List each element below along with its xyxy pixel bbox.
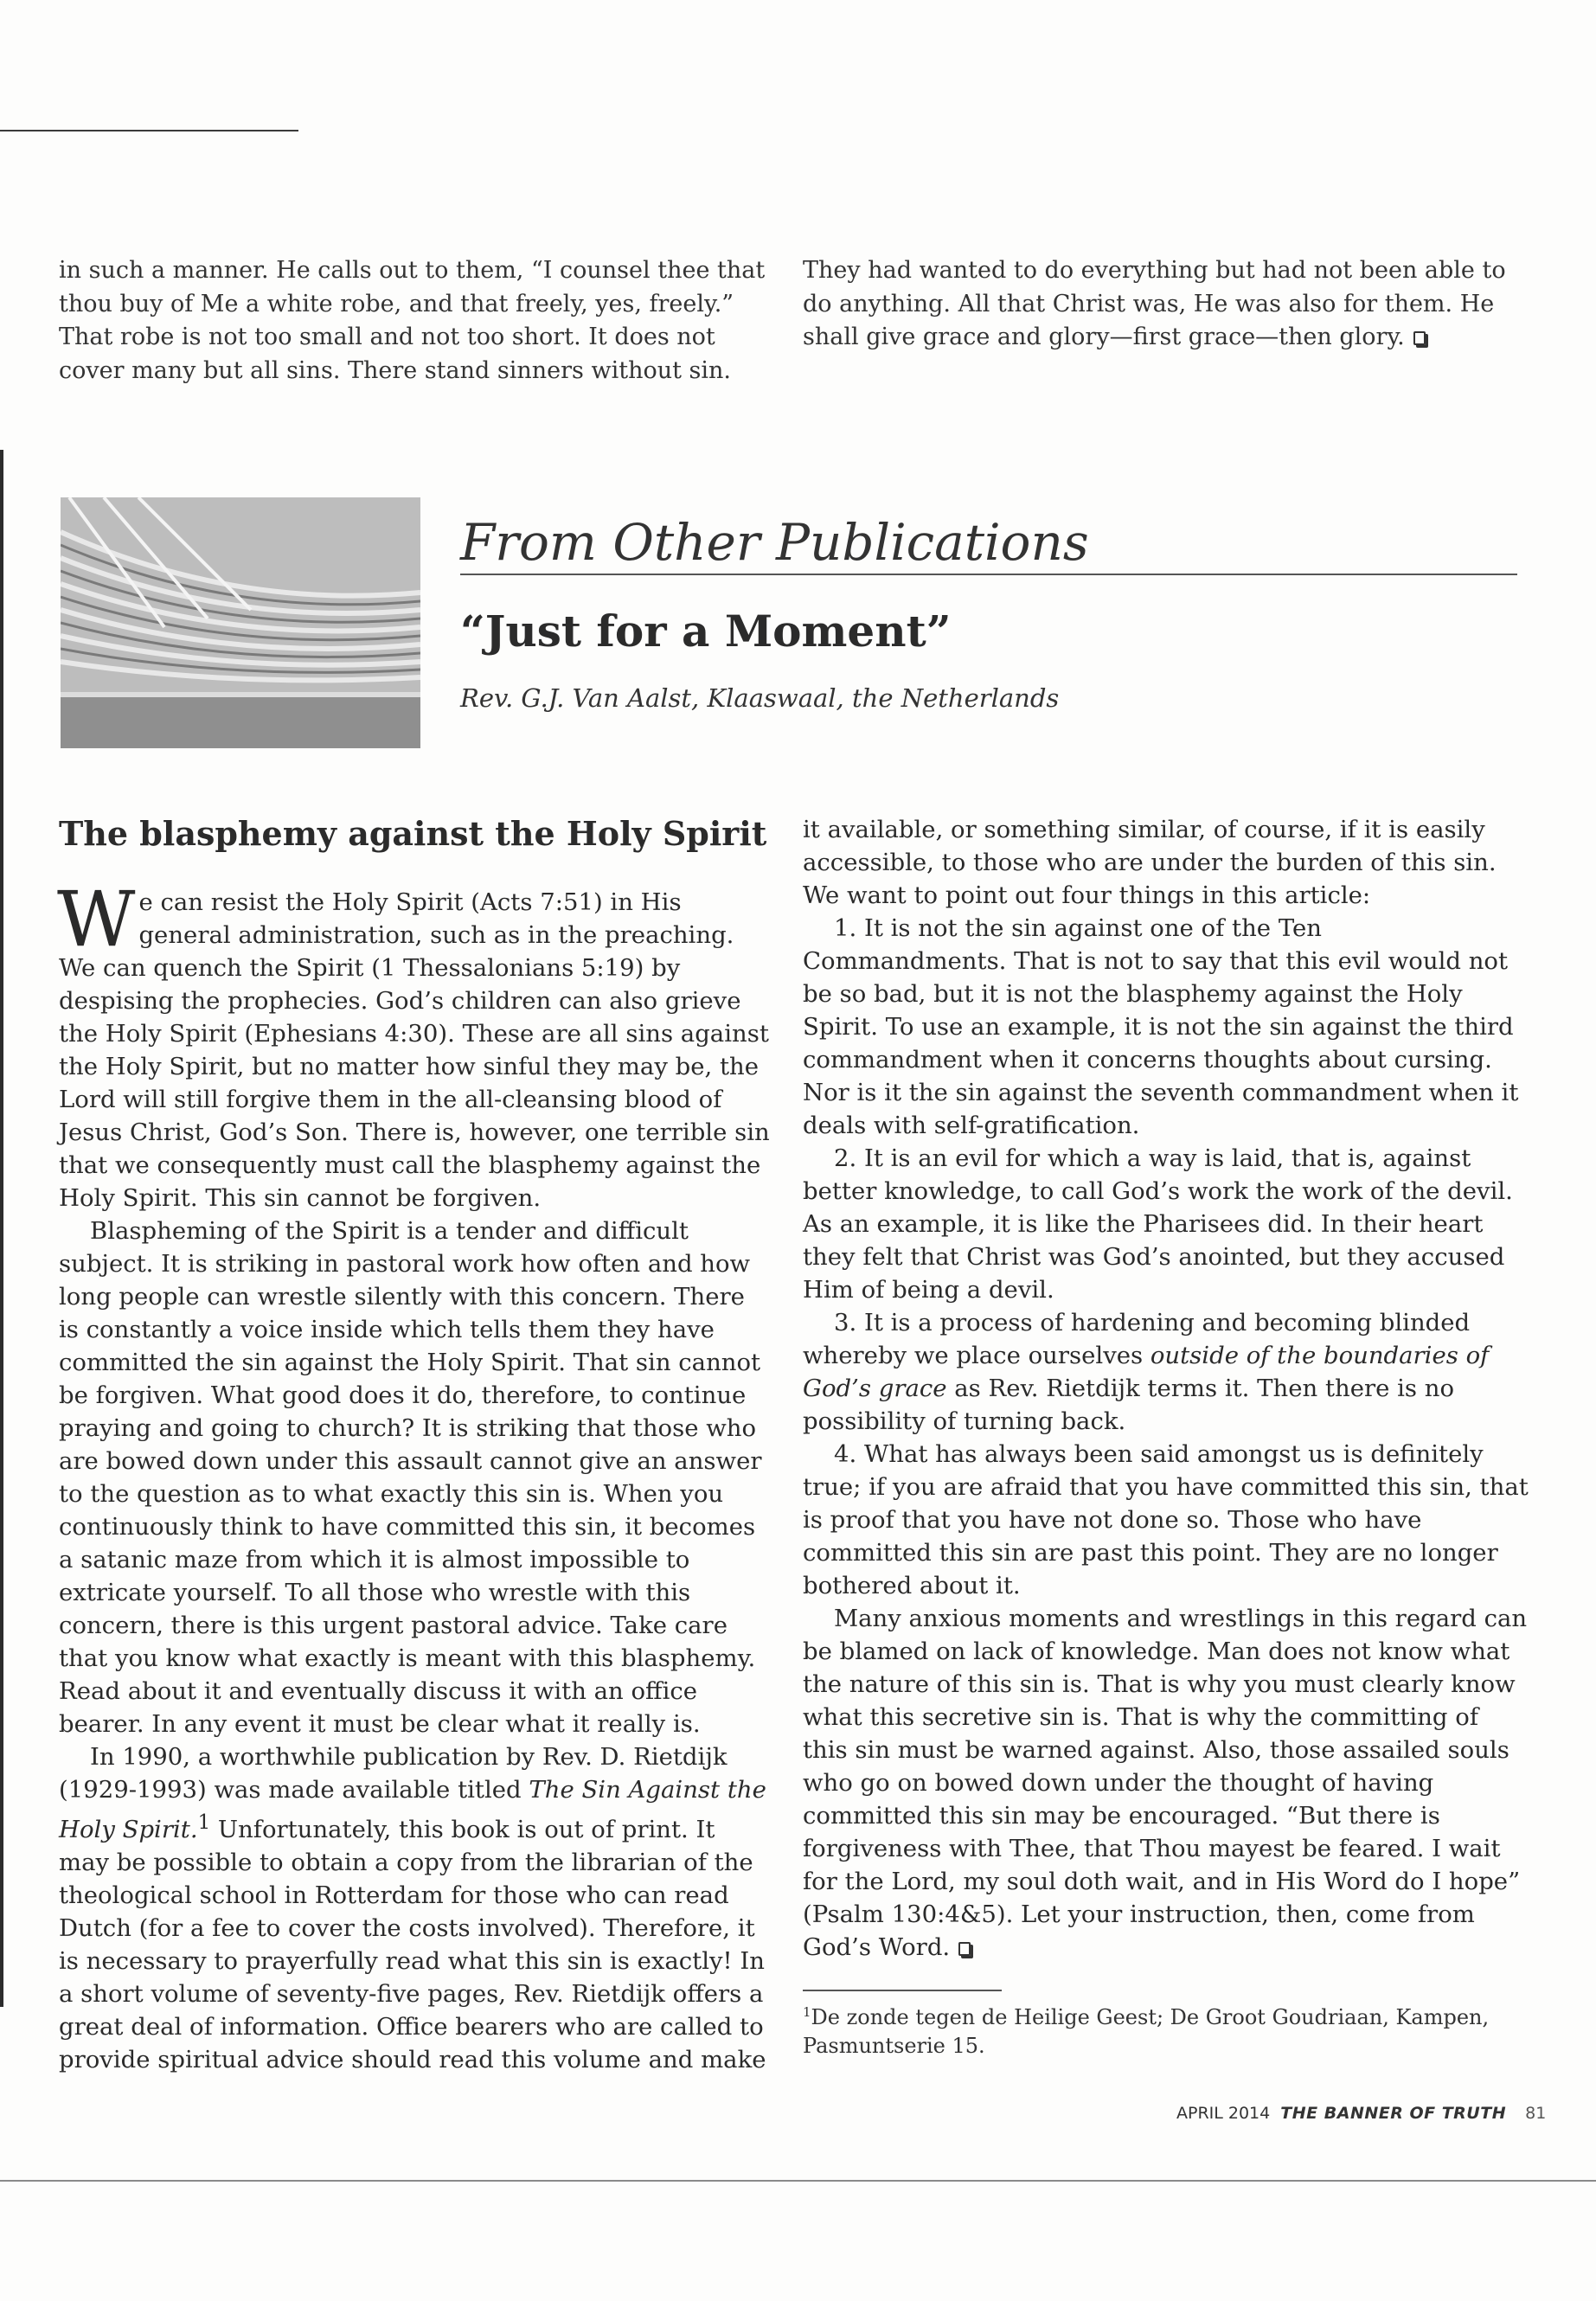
page-footer: [1176, 2104, 1546, 2123]
footnote-rule: [803, 1990, 1002, 1991]
point-3: [803, 1306, 1529, 1438]
continuation-left-column: [59, 254, 770, 388]
byline: Rev. G.J. Van Aalst, Klaaswaal, the Netherlands: [460, 683, 1060, 713]
point-3-text-a: 3. It is a process of hardening and becoming blinded whereby we place ourselves: [803, 1309, 1471, 1369]
drop-cap: W: [57, 875, 136, 964]
footer-date: APRIL 2014: [1176, 2104, 1271, 2123]
section-title: From Other Publications: [460, 513, 1089, 572]
closing-paragraph: [803, 1602, 1529, 1964]
end-mark-icon: [1413, 331, 1426, 345]
point-3-emphasis: outside of the boundaries of God’s grace: [803, 1342, 1490, 1402]
left-margin-rule: [0, 450, 3, 2007]
point-1: 1. It is not the sin against one of the Ten Commandments. That is not to say that this evil would not be so bad, but it is not the blasphemy against the Holy Spirit. To use an example, it is not the sin against the third commandment when it concerns thoughts about cursing. Nor is it the sin against the seventh commandment when it deals with self-gratification.: [803, 914, 1519, 1139]
footnote-text: De zonde tegen de Heilige Geest; De Groot Goudriaan, Kampen, Pasmuntserie 15.: [803, 2005, 1490, 2058]
closing-text: Many anxious moments and wrestlings in this regard can be blamed on lack of knowledge. Man does not know what the nature of this sin is. That is why you must clearly know what this secretive sin is. That is why the committing of this sin must be warned against. Also, those assailed souls who go on bowed down under the thought of having committed this sin may be encouraged. “But there is forgiveness with Thee, that Thou mayest be feared. I wait for the Lord, my soul doth wait, and in His Word do I hope” (Psalm 130:4&5). Let your instruction, then, come from God’s Word.: [803, 1605, 1528, 1961]
paragraph-1: [57, 875, 770, 1215]
article-right-column: [803, 813, 1529, 1964]
point-2: 2. It is an evil for which a way is laid, that is, against better knowledge, to call God’s work the work of the devil. As an example, it is like the Pharisees did. In their heart they felt that Christ was God’s anointed, but they accused Him of being a devil.: [803, 1144, 1513, 1304]
bottom-rule: [0, 2180, 1596, 2182]
book-pages-icon: [61, 497, 420, 748]
section-header: [460, 515, 1517, 575]
book-pages-image: [61, 497, 420, 748]
paragraph-r1: it available, or something similar, of course, if it is easily accessible, to those who are under the burden of this sin. We want to point out four things in this article:: [803, 816, 1497, 909]
article-subheading: The blasphemy against the Holy Spirit: [59, 814, 767, 853]
paragraph-2: Blaspheming of the Spirit is a tender and difficult subject. It is striking in pastoral work how often and how long people can wrestle silently with this concern. There is constantly a voice inside which tells them they have committed the sin against the Holy Spirit. That sin cannot be forgiven. What good does it do, therefore, to continue praying and going to church? It is striking that those who are bowed down under this assault cannot give an answer to the question as to what exactly this sin is. When you continuously think to have committed this sin, it becomes a satanic maze from which it is almost impossible to extricate yourself. To all those who wrestle with this concern, there is this urgent pastoral advice. Take care that you know what exactly is meant with this blasphemy. Read about it and eventually discuss it with an office bearer. In any event it must be clear what it really is.: [59, 1217, 762, 1738]
book-title: The Sin Against the Holy Spirit.: [59, 1776, 766, 1844]
page-number: 81: [1525, 2104, 1547, 2123]
paragraph-3: [59, 1740, 770, 2076]
paragraph-3-text-a: In 1990, a worthwhile publication by Rev. D. Rietdijk (1929-1993) was made available titled: [59, 1743, 727, 1804]
continuation-right-text: They had wanted to do everything but had not been able to do anything. All that Christ was, He was also for them. He shall give grace and glory—first grace—then glory.: [803, 257, 1506, 350]
paragraph-1-text: e can resist the Holy Spirit (Acts 7:51) in His general administration, such as in the preaching. We can quench the Spirit (1 Thessalonians 5:19) by despising the prophecies. God’s children can also grieve the Holy Spirit (Ephesians 4:30). These are all sins against the Holy Spirit, but no matter how sinful they may be, the Lord will still forgive them in the all-cleansing blood of Jesus Christ, God’s Son. There is, however, one terrible sin that we consequently must call the blasphemy against the Holy Spirit. This sin cannot be forgiven.: [59, 888, 770, 1212]
point-4: 4. What has always been said amongst us is definitely true; if you are afraid that you have committed this sin, that is proof that you have not done so. Those who have committed this sin are past this point. They are no longer bothered about it.: [803, 1440, 1529, 1599]
footnote: [803, 1998, 1521, 2061]
end-mark-icon: [958, 1942, 971, 1956]
article-title: “Just for a Moment”: [460, 606, 952, 657]
top-rule: [0, 130, 298, 131]
point-3-text-b: as Rev. Rietdijk terms it. Then there is no possibility of turning back.: [803, 1375, 1455, 1435]
footnote-ref: 1: [197, 1811, 211, 1834]
paragraph-3-text-b: Unfortunately, this book is out of print. It may be possible to obtain a copy from the librarian of the theological school in Rotterdam for those who can read Dutch (for a fee to cover the costs involved). Therefore, it is necessary to prayerfully read what this sin is exactly! In a short volume of seventy-five pages, Rev. Rietdijk offers a great deal of information. Office bearers who are called to provide spiritual advice should read this volume and make: [59, 1816, 766, 2074]
article-left-column: [59, 813, 770, 2076]
continuation-right-paragraph: [803, 254, 1529, 355]
footnote-marker: 1: [803, 2004, 811, 2020]
continuation-left-text: in such a manner. He calls out to them, “I counsel thee that thou buy of Me a white robe, and that freely, yes, freely.” That robe is not too small and not too short. It does not cover many but all sins. There stand sinners without sin.: [59, 257, 766, 384]
footer-magazine: THE BANNER OF TRUTH: [1280, 2104, 1507, 2123]
continuation-right-column: [803, 254, 1529, 355]
